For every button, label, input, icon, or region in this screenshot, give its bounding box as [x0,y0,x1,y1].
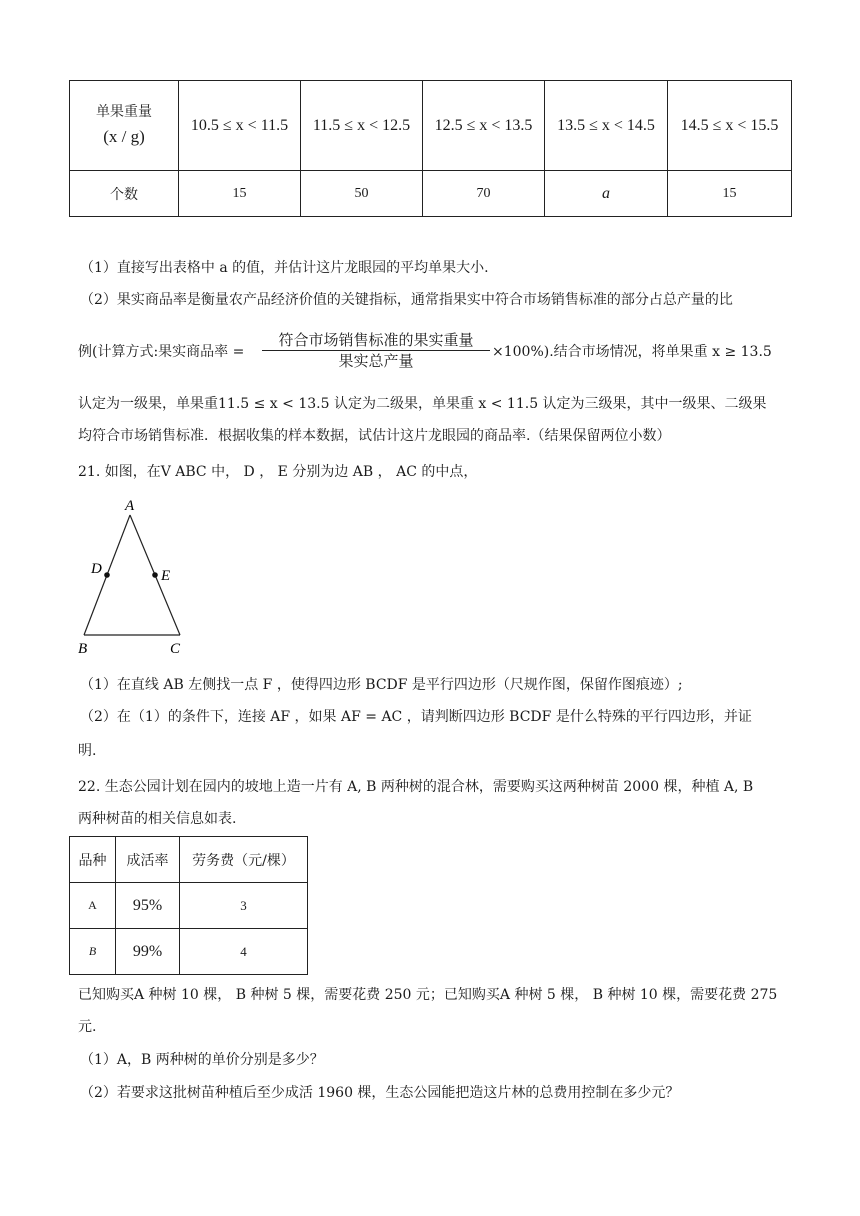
range-cell: 12.5 ≤ x < 13.5 [423,81,545,171]
variety-cell: B [70,929,116,975]
q20-part2-after-fraction: ×100%).结合市场情况，将单果重 x ≥ 13.5 [492,344,772,360]
count-cell: 70 [423,171,545,217]
q21-part1: （1）在直线 AB 左侧找一点 F ，使得四边形 BCDF 是平行四边形（尺规作图，保留作图痕迹）; [80,677,683,693]
count-cell: 50 [301,171,423,217]
triangle-figure [70,495,200,660]
weight-label: 单果重量 [96,103,152,120]
header-cell: 成活率 [116,837,180,883]
weight-unit-label: (x / g) [103,126,145,146]
table-row [70,81,792,171]
survival-rate-cell: 95% [116,883,180,929]
header-cell: 劳务费（元/棵） [180,837,308,883]
label-c: C [170,641,181,657]
q20-part2-before-fraction: 例(计算方式:果实商品率 = [78,344,245,360]
q22-stem-line2: 两种树苗的相关信息如表. [78,811,237,827]
q20-part2-line4: 均符合市场销售标准．根据收集的样本数据，试估计这片龙眼园的商品率.（结果保留两位小数） [78,428,671,444]
survival-rate-cell: 99% [116,929,180,975]
labor-cost-cell: 3 [180,883,308,929]
product-rate-fraction [262,330,490,371]
count-label-cell: 个数 [70,171,179,217]
count-cell: 15 [668,171,792,217]
table-row [70,929,308,975]
labor-cost-cell: 4 [180,929,308,975]
q22-part1: （1）A，B 两种树的单价分别是多少？ [80,1052,324,1068]
q22-part2: （2）若要求这批树苗种植后至少成活 1960 棵，生态公园能把造这片林的总费用控制在多少元？ [80,1085,680,1101]
fraction-denominator: 果实总产量 [338,352,414,370]
q21-part2-cont: 明. [78,743,97,759]
q21-stem: 21. 如图，在V ABC 中， D ， E 分别为边 AB ， AC 的中点， [78,464,478,480]
table-row [70,171,792,217]
table-row [70,883,308,929]
point-e [152,572,158,578]
range-cell: 11.5 ≤ x < 12.5 [301,81,423,171]
tree-info-table [69,836,308,975]
header-cell: 品种 [70,837,116,883]
variety-cell: A [70,883,116,929]
q22-given-line2: 元. [78,1019,97,1035]
label-b: B [78,641,88,657]
range-cell: 13.5 ≤ x < 14.5 [545,81,668,171]
header-cell [70,81,179,171]
label-d: D [91,561,102,577]
q20-part2-line1: （2）果实商品率是衡量农产品经济价值的关键指标，通常指果实中符合市场销售标准的部分占总产量的比 [80,292,733,308]
range-cell: 14.5 ≤ x < 15.5 [668,81,792,171]
fraction-numerator: 符合市场销售标准的果实重量 [278,331,474,349]
q21-part2: （2）在（1）的条件下，连接 AF ，如果 AF = AC ，请判断四边形 BCDF 是什么特殊的平行四边形，并证 [80,709,752,725]
q20-part2-line3: 认定为一级果，单果重11.5 ≤ x < 13.5 认定为二级果，单果重 x < 11.5 认定为三级果，其中一级果、二级果 [78,396,767,412]
fruit-weight-table [69,80,792,217]
label-a: A [125,498,135,514]
range-cell: 10.5 ≤ x < 11.5 [179,81,301,171]
count-cell: a [545,171,668,217]
q20-part1: （1）直接写出表格中 a 的值，并估计这片龙眼园的平均单果大小. [80,260,489,276]
label-e: E [161,568,171,584]
table-row [70,837,308,883]
point-d [104,572,110,578]
q22-given-line1: 已知购买A 种树 10 棵， B 种树 5 棵，需要花费 250 元；已知购买A 种树 5 棵， B 种树 10 棵，需要花费 275 [78,987,778,1003]
count-cell: 15 [179,171,301,217]
q22-stem-line1: 22. 生态公园计划在园内的坡地上造一片有 A, B 两种树的混合林，需要购买这两种树苗 2000 棵，种植 A, B [78,779,754,795]
